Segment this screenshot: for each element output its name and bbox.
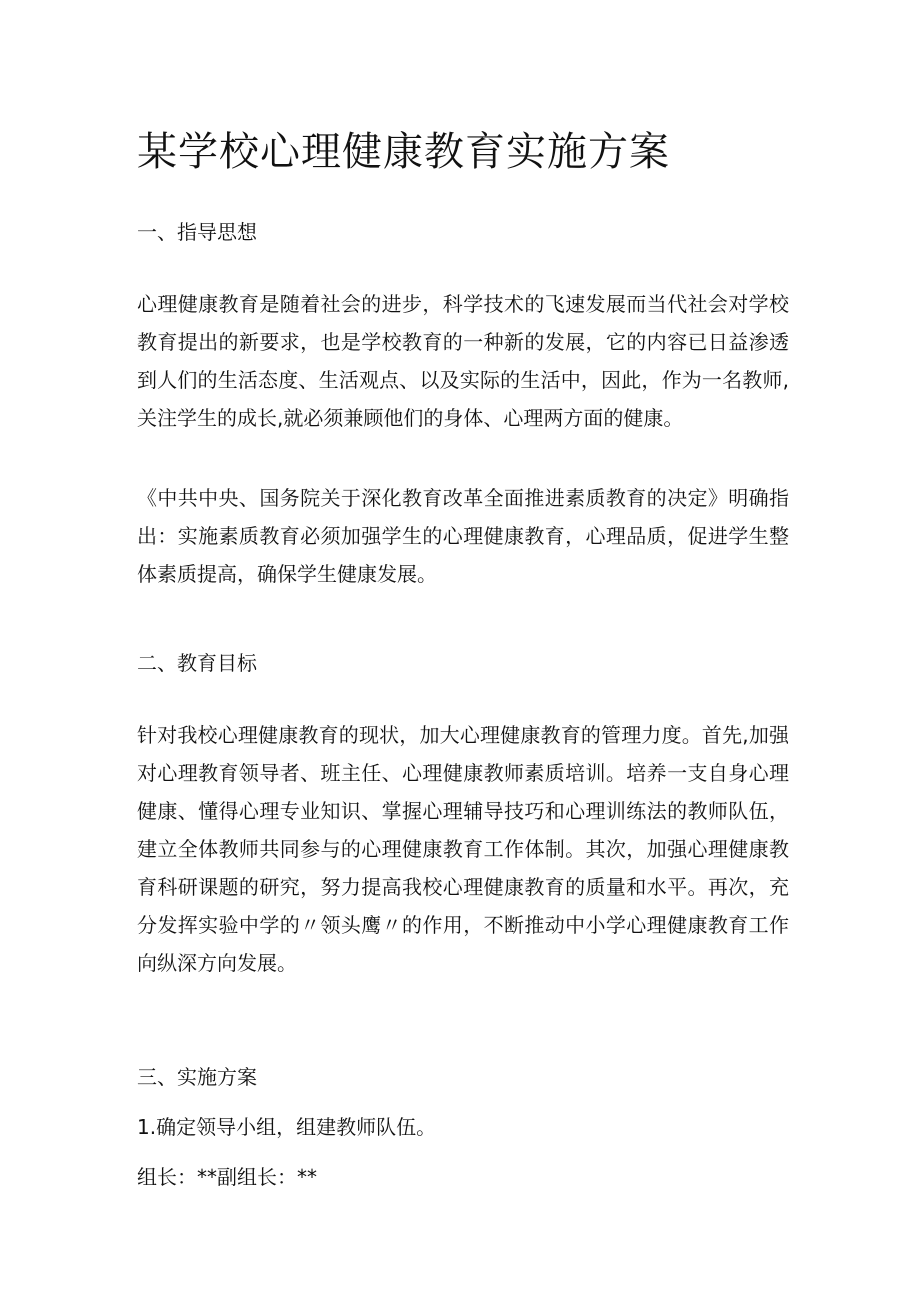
section-heading-implementation-plan: 三、实施方案	[137, 1065, 257, 1089]
paragraph-education-goals: 针对我校心理健康教育的现状，加大心理健康教育的管理力度。首先,加强对心理教育领导者、班主任、心理健康教师素质培训。培养一支自身心理健康、懂得心理专业知识、掌握心理辅导技巧和心理训练法的教师队伍，建立全体教师共同参与的心理健康教育工作体制。其次，加强心理健康教育科研课题的研究，努力提高我校心理健康教育的质量和水平。再次，充分发挥实验中学的〃领头鹰〃的作用，不断推动中小学心理健康教育工作向纵深方向发展。	[137, 723, 789, 975]
document-title: 某学校心理健康教育实施方案	[137, 129, 670, 175]
paragraph-guiding-ideology-1: 心理健康教育是随着社会的进步，科学技术的飞速发展而当代社会对学校教育提出的新要求，也是学校教育的一种新的发展，它的内容已日益渗透到人们的生活态度、生活观点、以及实际的生活中，因此，作为一名教师,关注学生的成长,就必须兼顾他们的身体、心理两方面的健康。	[137, 292, 789, 430]
list-item-group-leaders: 组长：**副组长：**	[137, 1165, 317, 1189]
section-heading-guiding-ideology: 一、指导思想	[137, 220, 257, 244]
list-item-leadership-group: 1.确定领导小组，组建教师队伍。	[137, 1115, 437, 1139]
section-heading-education-goals: 二、教育目标	[137, 651, 257, 675]
paragraph-guiding-ideology-2: 《中共中央、国务院关于深化教育改革全面推进素质教育的决定》明确指出：实施素质教育必须加强学生的心理健康教育，心理品质，促进学生整体素质提高，确保学生健康发展。	[137, 486, 789, 586]
